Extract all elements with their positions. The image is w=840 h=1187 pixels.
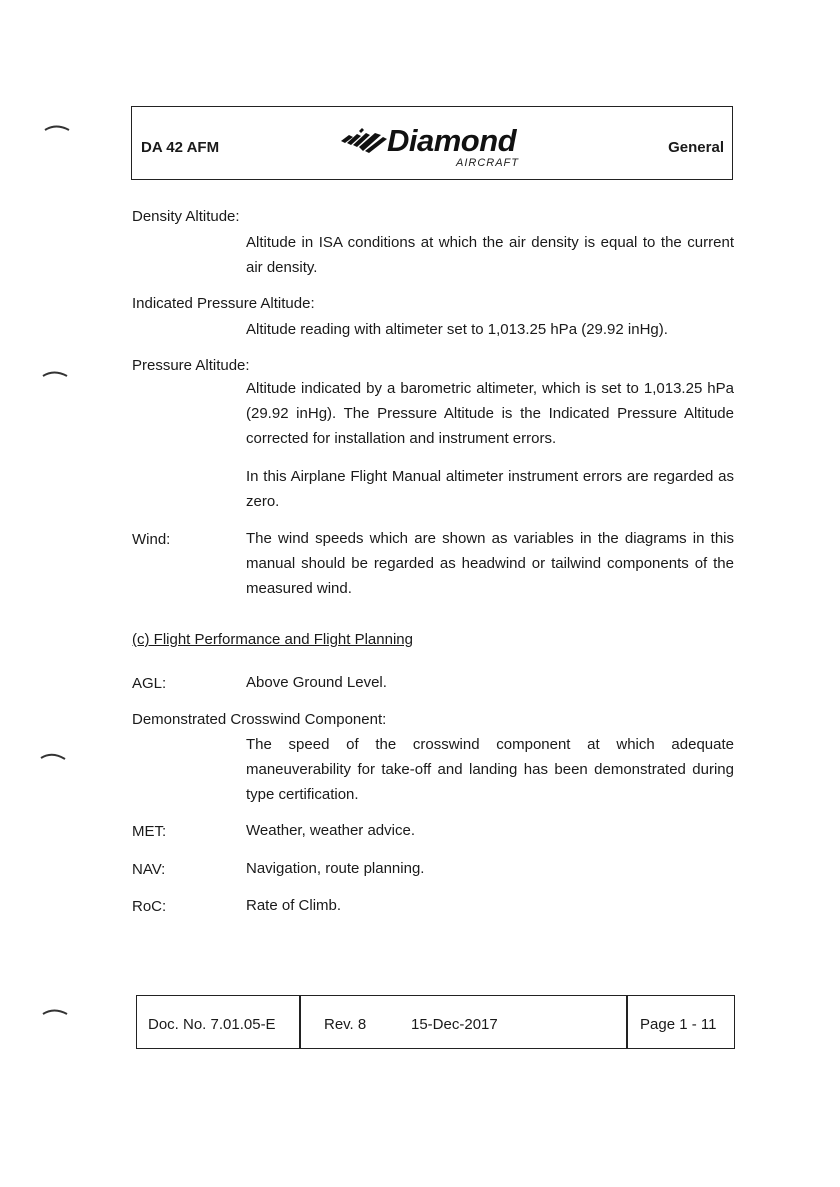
term-density-altitude: Density Altitude: <box>132 208 240 225</box>
definition-density-altitude: Altitude in ISA conditions at which the air density is equal to the current air density. <box>246 234 734 276</box>
scan-mark <box>42 1008 68 1016</box>
doc-id: DA 42 AFM <box>141 139 220 156</box>
term-wind: Wind: <box>132 531 171 548</box>
definition-nav: Navigation, route planning. <box>246 860 425 877</box>
footer-divider <box>626 995 628 1049</box>
doc-number: Doc. No. 7.01.05-E <box>148 1016 276 1033</box>
definition-demonstrated-crosswind: The speed of the crosswind component at which adequate maneuverability for take-off and landing has been demonstrated during type certification. <box>246 736 734 803</box>
diamond-aircraft-logo <box>339 117 539 173</box>
page-header <box>131 106 733 180</box>
term-indicated-pressure-altitude: Indicated Pressure Altitude: <box>132 295 315 312</box>
scan-mark <box>42 370 68 378</box>
definition-met: Weather, weather advice. <box>246 822 415 839</box>
definition-roc: Rate of Climb. <box>246 897 342 914</box>
diamond-wing-icon <box>339 125 389 155</box>
page-footer <box>136 995 735 1049</box>
scan-mark <box>40 752 66 760</box>
revision: Rev. 8 <box>324 1016 367 1033</box>
definition-pressure-altitude-note: In this Airplane Flight Manual altimeter instrument errors are regarded as zero. <box>246 468 734 510</box>
section-heading: (c) Flight Performance and Flight Planning <box>132 631 413 648</box>
definition-pressure-altitude: Altitude indicated by a barometric altimeter, which is set to 1,013.25 hPa (29.92 inHg). The Pressure Altitude is the Indicated Pressure Altitude corrected for installation and instrument errors. <box>246 380 734 447</box>
definition-agl: Above Ground Level. <box>246 674 387 691</box>
term-nav: NAV: <box>132 861 166 878</box>
term-agl: AGL: <box>132 675 167 692</box>
revision-date: 15-Dec-2017 <box>411 1016 498 1033</box>
logo-wordmark: Diamond <box>387 123 517 158</box>
chapter-title: General <box>668 139 724 156</box>
term-roc: RoC: <box>132 898 167 915</box>
term-met: MET: <box>132 823 167 840</box>
term-demonstrated-crosswind: Demonstrated Crosswind Component: <box>132 711 387 728</box>
scan-mark <box>44 124 70 132</box>
page-number: Page 1 - 11 <box>640 1016 717 1033</box>
term-pressure-altitude: Pressure Altitude: <box>132 357 250 374</box>
footer-divider <box>299 995 301 1049</box>
definition-indicated-pressure-altitude: Altitude reading with altimeter set to 1,013.25 hPa (29.92 inHg). <box>246 321 668 338</box>
definition-wind: The wind speeds which are shown as variables in the diagrams in this manual should be regarded as headwind or tailwind components of the measured wind. <box>246 530 734 597</box>
logo-subtitle: AIRCRAFT <box>456 157 519 169</box>
